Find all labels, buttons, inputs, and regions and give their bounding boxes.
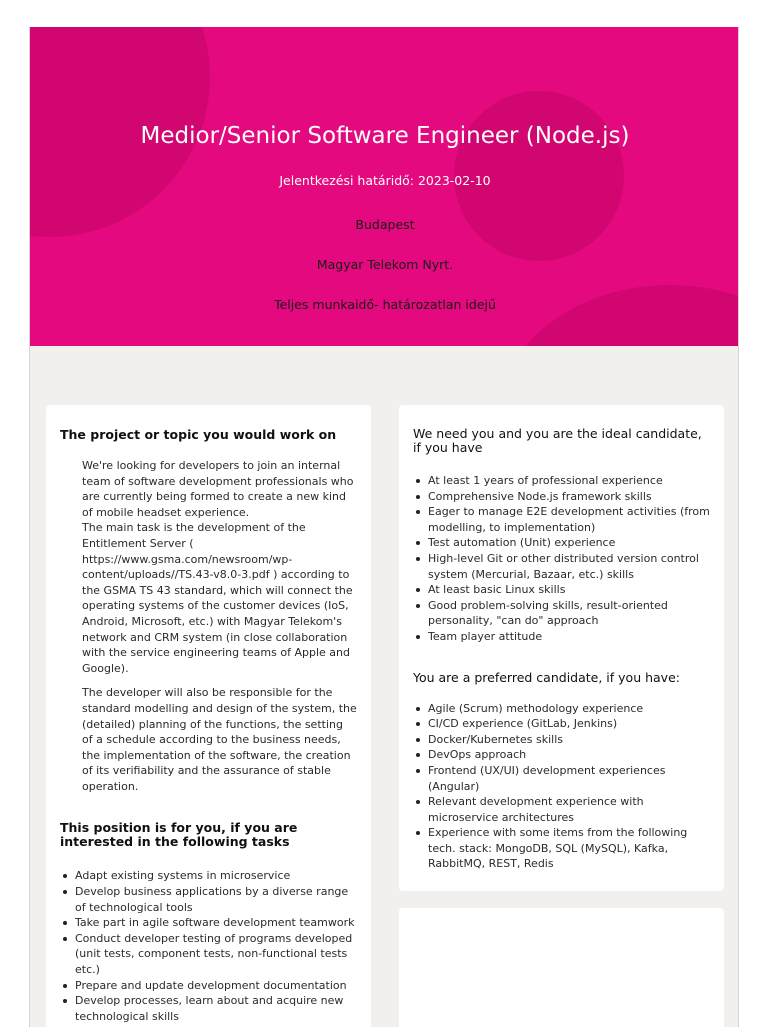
job-posting-page — [29, 27, 739, 1027]
list-item: Comprehensive Node.js framework skills — [413, 489, 710, 505]
project-paragraph: The main task is the development of the Entitlement Server ( https://www.gsma.com/newsroom/wp-content/uploads//TS.43-v8.0-3.pdf ) according to the GSMA TS 43 standard, which will connect the operating systems of the customer devices (IoS, Android, Microsoft, etc.) with Magyar Telekom's network and CRM system (in close collaboration with the service engineering teams of Apple and Google). — [82, 521, 353, 675]
list-item: Develop processes, learn about and acquire new technological skills — [60, 993, 357, 1024]
company-name: Magyar Telekom Nyrt. — [316, 257, 454, 272]
requirements-card — [399, 405, 724, 891]
list-item: CI/CD experience (GitLab, Jenkins) — [413, 716, 710, 732]
list-item: Develop business applications by a diverse range of technological tools — [60, 884, 357, 915]
decorative-circle — [500, 285, 739, 346]
list-item: Take part in agile software development teamwork — [60, 915, 357, 931]
application-deadline: Jelentkezési határidő: 2023-02-10 — [279, 173, 491, 188]
ideal-candidate-heading: We need you and you are the ideal candidate, if you have — [413, 426, 702, 455]
list-item: Conduct developer testing of programs developed (unit tests, component tests, non-functional tests etc.) — [60, 931, 357, 978]
project-paragraph: We're looking for developers to join an internal team of software development professionals who are currently being formed to create a new kind of mobile headset experience. — [82, 459, 354, 519]
list-item: Team player attitude — [413, 629, 710, 645]
project-card — [46, 405, 371, 1027]
list-item: Good problem-solving skills, result-oriented personality, "can do" approach — [413, 598, 710, 629]
list-item: Prepare and update development documentation — [60, 978, 357, 994]
list-item: At least basic Linux skills — [413, 582, 710, 598]
list-item: Docker/Kubernetes skills — [413, 732, 710, 748]
hero-banner — [30, 27, 739, 346]
list-item: Adapt existing systems in microservice — [60, 868, 357, 884]
list-item: Eager to manage E2E development activities (from modelling, to implementation) — [413, 504, 710, 535]
list-item: High-level Git or other distributed version control system (Mercurial, Bazaar, etc.) skills — [413, 551, 710, 582]
list-item: Relevant development experience with microservice architectures — [413, 794, 710, 825]
list-item: DevOps approach — [413, 747, 710, 763]
tasks-heading: This position is for you, if you are interested in the following tasks — [60, 820, 298, 850]
ideal-candidate-list — [413, 473, 710, 645]
list-item: At least 1 years of professional experience — [413, 473, 710, 489]
list-item: Test automation (Unit) experience — [413, 535, 710, 551]
list-item: Agile (Scrum) methodology experience — [413, 701, 710, 717]
job-location: Budapest — [355, 217, 415, 232]
preferred-candidate-list — [413, 701, 710, 873]
project-heading: The project or topic you would work on — [60, 427, 337, 442]
list-item: Experience with some items from the following tech. stack: MongoDB, SQL (MySQL), Kafka, RabbitMQ, REST, Redis — [413, 825, 710, 872]
preferred-candidate-heading: You are a preferred candidate, if you have: — [413, 669, 680, 685]
project-paragraph: The developer will also be responsible for the standard modelling and design of the system, the (detailed) planning of the functions, the setting of a schedule according to the business needs, the implementation of the software, the creation of its verifiability and the assurance of stable operation. — [82, 686, 357, 793]
empty-card — [399, 908, 724, 1027]
job-title: Medior/Senior Software Engineer (Node.js) — [140, 123, 630, 149]
employment-type: Teljes munkaidő- határozatlan idejű — [274, 297, 496, 312]
list-item: Frontend (UX/UI) development experiences (Angular) — [413, 763, 710, 794]
tasks-list — [60, 868, 357, 1024]
